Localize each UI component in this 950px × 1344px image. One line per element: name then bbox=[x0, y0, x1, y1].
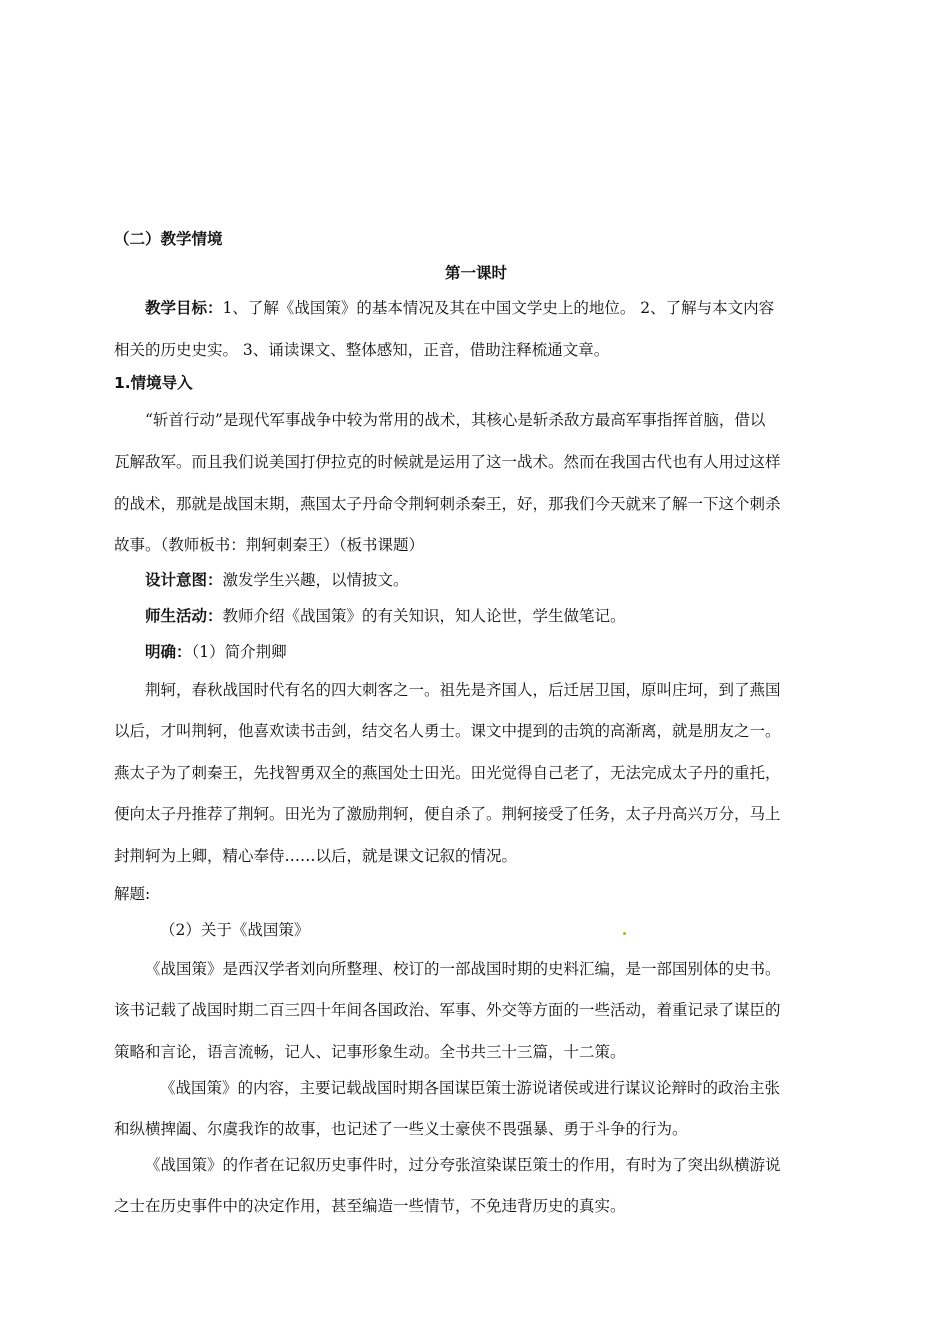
zgc-paragraph-3-line: 之士在历史事件中的决定作用，甚至编造一些情节，不免违背历史的真实。 bbox=[114, 1197, 626, 1215]
design-intent-text: 激发学生兴趣，以情披文。 bbox=[222, 571, 409, 589]
clarify-text: （1）简介荆卿 bbox=[191, 643, 287, 661]
jingke-paragraph-line: 荆轲，春秋战国时代有名的四大刺客之一。祖先是齐国人，后迁居卫国，原叫庄坷，到了燕国 bbox=[145, 681, 781, 699]
clarify-line bbox=[114, 642, 869, 662]
jingke-paragraph-line: 以后，才叫荆轲，他喜欢读书击剑，结交名人勇士。课文中提到的击筑的高渐离，就是朋友之一。 bbox=[114, 722, 781, 740]
zgc-paragraph-1-line: 该书记载了战国时期二百三四十年间各国政治、军事、外交等方面的一些活动，着重记录了谋臣的 bbox=[114, 1001, 781, 1019]
lesson-title: 第一课时 bbox=[444, 264, 507, 282]
clarify-label: 明确： bbox=[145, 643, 192, 661]
section-heading: （二）教学情境 bbox=[114, 230, 223, 248]
objectives-label: 教学目标： bbox=[145, 299, 223, 317]
activity-label: 师生活动： bbox=[145, 607, 223, 625]
stray-dot bbox=[623, 932, 626, 935]
zgc-paragraph-1-line: 策略和言论，语言流畅，记人、记事形象生动。全书共三十三篇，十二策。 bbox=[114, 1043, 626, 1061]
activity-text: 教师介绍《战国策》的有关知识，知人论世，学生做笔记。 bbox=[222, 607, 626, 625]
objectives-line-1 bbox=[114, 298, 869, 318]
jingke-paragraph-line: 封荆轲为上卿，精心奉侍……以后，就是课文记叙的情况。 bbox=[114, 847, 518, 865]
zgc-paragraph-1-line: 《战国策》是西汉学者刘向所整理、校订的一部战国时期的史料汇编，是一部国别体的史书。 bbox=[145, 960, 781, 978]
jingke-paragraph-line: 便向太子丹推荐了荆轲。田光为了激励荆轲，便自杀了。荆轲接受了任务，太子丹高兴万分，马上 bbox=[114, 805, 781, 823]
objectives-line-2: 相关的历史史实。 3、诵读课文、整体感知，正音，借助注释梳通文章。 bbox=[114, 341, 610, 359]
zgc-paragraph-3-line: 《战国策》的作者在记叙历史事件时，过分夸张渲染谋臣策士的作用，有时为了突出纵横游说 bbox=[145, 1156, 781, 1174]
intro-paragraph-line: 故事。（教师板书：荆轲刺秦王）（板书课题） bbox=[114, 536, 425, 554]
intro-paragraph-line: “斩首行动”是现代军事战争中较为常用的战术，其核心是斩杀敌方最高军事指挥首脑，借以 bbox=[145, 411, 766, 429]
zgc-paragraph-2-line: 和纵横捭阖、尔虞我诈的故事，也记述了一些义士豪侠不畏强暴、勇于斗争的行为。 bbox=[114, 1120, 688, 1138]
jingke-paragraph-line: 燕太子为了刺秦王，先找智勇双全的燕国处士田光。田光觉得自己老了，无法完成太子丹的重托， bbox=[114, 764, 781, 782]
zgc-paragraph-2-line: 《战国策》的内容，主要记载战国时期各国谋臣策士游说诸侯或进行谋议论辩时的政治主张 bbox=[160, 1079, 781, 1097]
intro-paragraph-line: 瓦解敌军。而且我们说美国打伊拉克的时候就是运用了这一战术。然而在我国古代也有人用过这样 bbox=[114, 453, 781, 471]
intro-heading: 1.情境导入 bbox=[114, 374, 193, 392]
intro-paragraph-line: 的战术，那就是战国末期，燕国太子丹命令荆轲刺杀秦王，好，那我们今天就来了解一下这个刺杀 bbox=[114, 495, 781, 513]
jieti-label: 解题: bbox=[114, 885, 151, 903]
teacher-student-activity bbox=[114, 606, 869, 626]
design-intent bbox=[114, 570, 869, 590]
objectives-text-1: 1、了解《战国策》的基本情况及其在中国文学史上的地位。 2、了解与本文内容 bbox=[222, 299, 775, 317]
about-zgc-heading: （2）关于《战国策》 bbox=[160, 921, 310, 939]
design-intent-label: 设计意图： bbox=[145, 571, 223, 589]
